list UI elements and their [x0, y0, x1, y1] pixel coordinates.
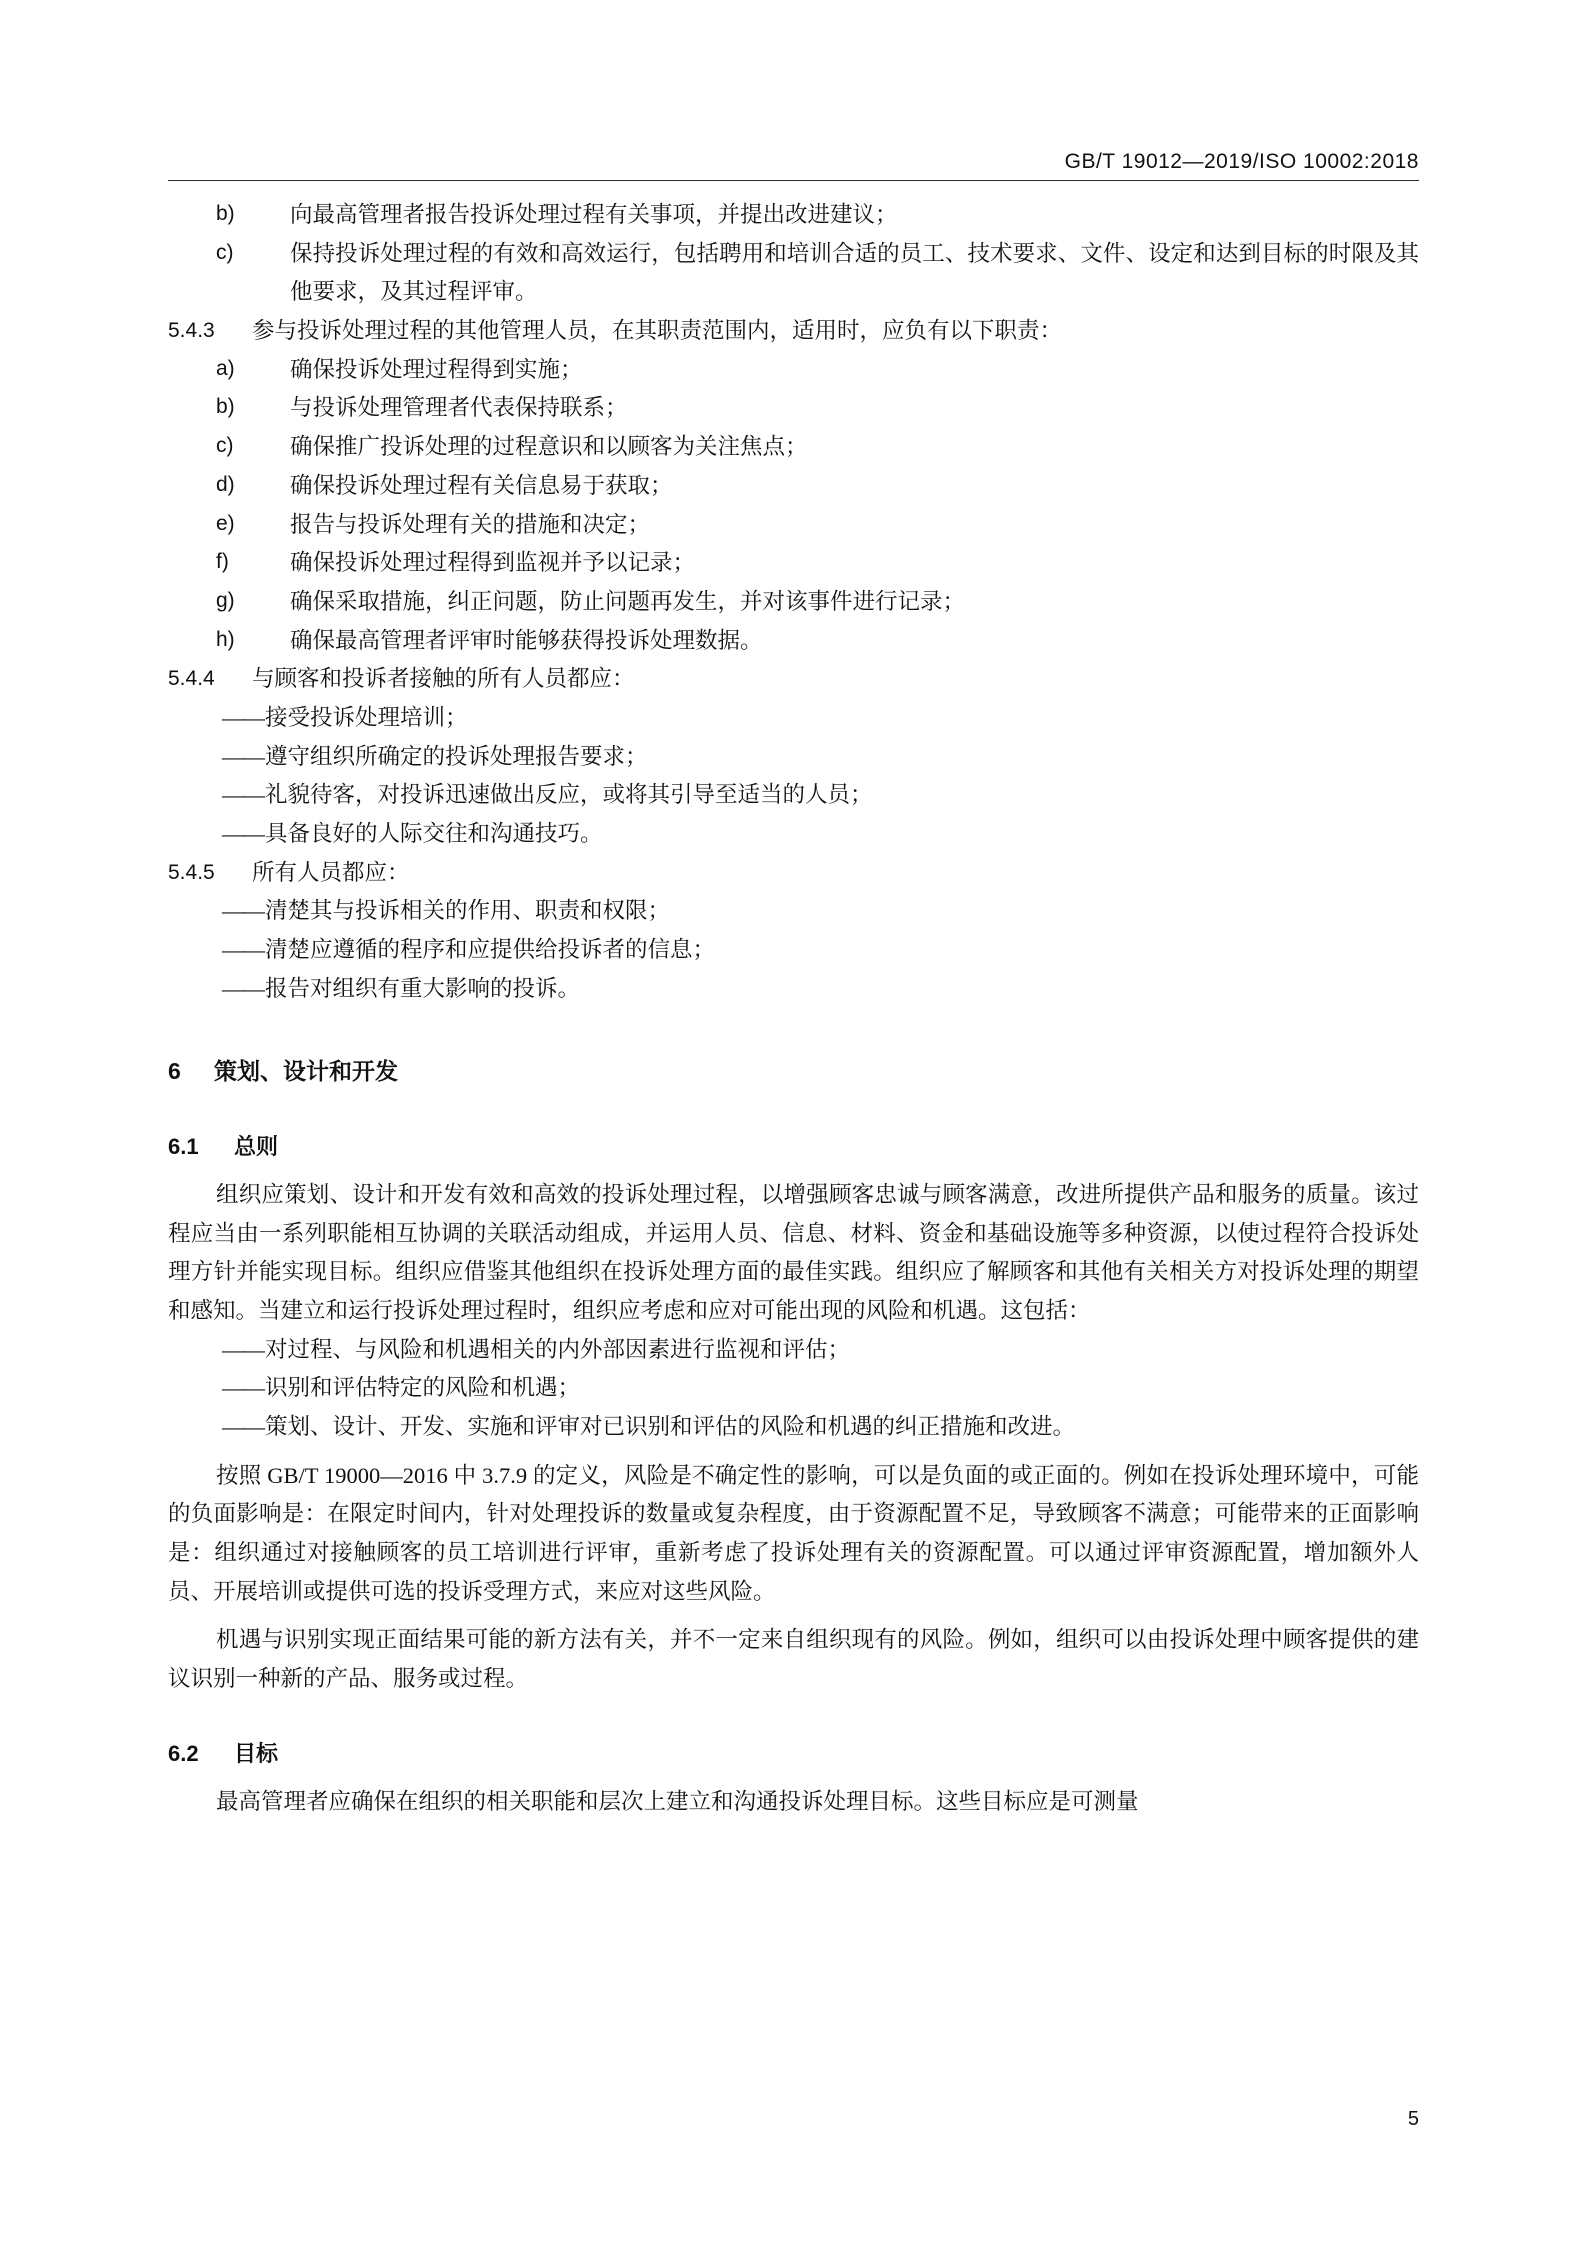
list-item-text: 向最高管理者报告投诉处理过程有关事项，并提出改进建议； — [290, 202, 898, 227]
clause-number: 5.4.3 — [168, 319, 215, 343]
dash-item-text: 接受投诉处理培训； — [265, 704, 468, 730]
dash-item-text: 清楚其与投诉相关的作用、职责和权限； — [265, 898, 671, 924]
header-rule — [168, 180, 1419, 181]
dash-list-5-4-4 — [168, 699, 1419, 854]
dash-item — [222, 1369, 1419, 1408]
list-item-text: 确保投诉处理过程有关信息易于获取； — [290, 472, 673, 498]
section-heading-6-1 — [168, 1128, 1419, 1166]
em-dash: —— — [222, 1375, 263, 1401]
dash-item — [222, 699, 1419, 738]
dash-item — [222, 738, 1419, 777]
clause-5-4-5 — [168, 854, 1419, 893]
chapter-heading-6 — [168, 1052, 1419, 1092]
dash-item-text: 报告对组织有重大影响的投诉。 — [265, 975, 581, 1001]
list-item-label: a) — [216, 356, 235, 380]
em-dash: —— — [222, 898, 263, 924]
document-body — [168, 196, 1419, 1821]
list-item-text: 确保推广投诉处理的过程意识和以顾客为关注焦点； — [290, 434, 808, 460]
em-dash: —— — [222, 743, 263, 769]
list-item — [168, 389, 1419, 428]
chapter-title: 策划、设计和开发 — [214, 1058, 398, 1085]
em-dash: —— — [222, 975, 263, 1001]
section-title: 总则 — [234, 1133, 279, 1159]
list-item-text: 确保投诉处理过程得到监视并予以记录； — [290, 550, 696, 576]
em-dash: —— — [222, 821, 263, 846]
list-item — [168, 467, 1419, 506]
list-item — [168, 506, 1419, 545]
section-number: 6.2 — [168, 1740, 199, 1766]
list-item — [168, 428, 1419, 467]
dash-item — [222, 1331, 1419, 1370]
section-title: 目标 — [234, 1740, 279, 1766]
paragraph: 按照 GB/T 19000—2016 中 3.7.9 的定义，风险是不确定性的影响，可以是负面的或正面的。例如在投诉处理环境中，可能的负面影响是：在限定时间内，针对处理投诉的数量或复杂程度，由于资源配置不足，导致顾客不满意；可能带来的正面影响是：组织通过对接触顾客的员工培训进行评审，重新考虑了投诉处理有关的资源配置。可以通过评审资源配置，增加额外人员、开展培训或提供可选的投诉受理方式，来应对这些风险。 — [168, 1462, 1419, 1604]
section-number: 6.1 — [168, 1133, 199, 1159]
page-content — [168, 150, 1419, 1821]
chapter-number: 6 — [168, 1058, 181, 1085]
dash-item-text: 遵守组织所确定的投诉处理报告要求； — [265, 743, 648, 769]
em-dash: —— — [222, 937, 263, 963]
standard-reference: GB/T 19012—2019/ISO 10002:2018 — [1064, 150, 1419, 173]
list-item — [168, 351, 1419, 390]
clause-text: 参与投诉处理过程的其他管理人员，在其职责范围内，适用时，应负有以下职责： — [252, 318, 1063, 344]
paragraph: 机遇与识别实现正面结果可能的新方法有关，并不一定来自组织现有的风险。例如，组织可以由投诉处理中顾客提供的建议识别一种新的产品、服务或过程。 — [168, 1627, 1419, 1692]
list-item — [168, 622, 1419, 661]
list-item-text: 确保投诉处理过程得到实施； — [290, 356, 583, 382]
dash-item — [222, 1408, 1419, 1447]
dash-item — [222, 892, 1419, 931]
list-item-text: 报告与投诉处理有关的措施和决定； — [290, 511, 651, 537]
paragraph: 最高管理者应确保在组织的相关职能和层次上建立和沟通投诉处理目标。这些目标应是可测量 — [216, 1788, 1139, 1814]
list-item-label: c) — [216, 434, 234, 458]
dash-list-5-4-5 — [168, 892, 1419, 1008]
dash-item-text: 具备良好的人际交往和沟通技巧。 — [265, 821, 603, 846]
clause-text: 所有人员都应： — [252, 859, 410, 885]
list-item-label: c) — [216, 240, 234, 264]
dash-item — [222, 931, 1419, 970]
list-item — [168, 235, 1419, 312]
list-item-label: f) — [216, 550, 229, 574]
list-item-label: b) — [216, 202, 235, 225]
list-item-text: 确保采取措施，纠正问题，防止问题再发生，并对该事件进行记录； — [290, 588, 966, 614]
list-item-label: d) — [216, 472, 235, 496]
dash-item — [222, 776, 1419, 815]
em-dash: —— — [222, 1413, 263, 1439]
dash-item — [222, 970, 1419, 1009]
dash-item-text: 识别和评估特定的风险和机遇； — [265, 1375, 581, 1401]
list-item-label: g) — [216, 588, 235, 612]
page-header — [168, 150, 1419, 196]
dash-list-6-1 — [168, 1331, 1419, 1447]
list-item-label: h) — [216, 627, 235, 651]
em-dash: —— — [222, 704, 263, 730]
clause-text: 与顾客和投诉者接触的所有人员都应： — [252, 666, 635, 692]
clause-5-4-3 — [168, 312, 1419, 351]
list-item — [168, 196, 1419, 235]
dash-item-text: 礼貌待客，对投诉迅速做出反应，或将其引导至适当的人员； — [265, 782, 873, 808]
list-5-4-3 — [168, 351, 1419, 661]
section-heading-6-2 — [168, 1735, 1419, 1773]
em-dash: —— — [222, 1336, 263, 1362]
list-item — [168, 544, 1419, 583]
list-item-text: 确保最高管理者评审时能够获得投诉处理数据。 — [290, 627, 763, 653]
list-item — [168, 583, 1419, 622]
dash-item — [222, 815, 1419, 854]
page-number: 5 — [1407, 2108, 1419, 2130]
list-item-label: e) — [216, 511, 235, 535]
list-item-text: 保持投诉处理过程的有效和高效运行，包括聘用和培训合适的员工、技术要求、文件、设定和达到目标的时限及其他要求，及其过程评审。 — [290, 240, 1419, 305]
clause-number: 5.4.5 — [168, 860, 215, 884]
list-item-label: b) — [216, 395, 235, 419]
list-top-letters — [168, 196, 1419, 312]
clause-5-4-4 — [168, 660, 1419, 699]
em-dash: —— — [222, 782, 263, 808]
list-item-text: 与投诉处理管理者代表保持联系； — [290, 395, 628, 421]
dash-item-text: 对过程、与风险和机遇相关的内外部因素进行监视和评估； — [265, 1336, 851, 1362]
dash-item-text: 清楚应遵循的程序和应提供给投诉者的信息； — [265, 937, 716, 963]
clause-number: 5.4.4 — [168, 667, 215, 691]
dash-item-text: 策划、设计、开发、实施和评审对已识别和评估的风险和机遇的纠正措施和改进。 — [265, 1413, 1076, 1439]
paragraph: 组织应策划、设计和开发有效和高效的投诉处理过程，以增强顾客忠诚与顾客满意，改进所提供产品和服务的质量。该过程应当由一系列职能相互协调的关联活动组成，并运用人员、信息、材料、资金和基础设施等多种资源，以使过程符合投诉处理方针并能实现目标。组织应借鉴其他组织在投诉处理方面的最佳实践。组织应了解顾客和其他有关相关方对投诉处理的期望和感知。当建立和运行投诉处理过程时，组织应考虑和应对可能出现的风险和机遇。这包括： — [168, 1181, 1419, 1323]
